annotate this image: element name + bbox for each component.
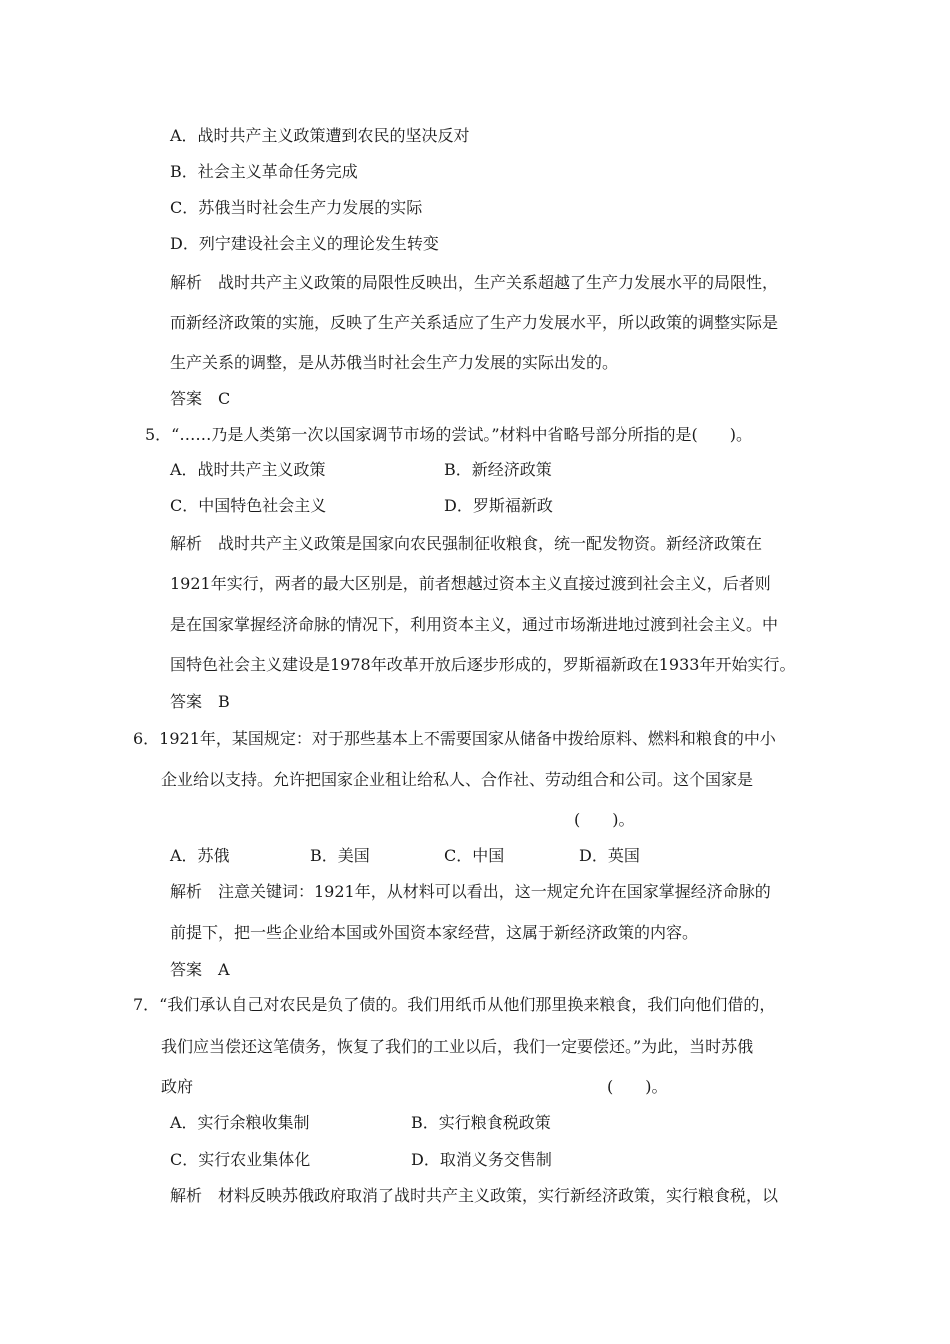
q7-option-b: B．实行粮食税政策 bbox=[411, 1113, 551, 1132]
q6-option-b: B．美国 bbox=[310, 846, 370, 865]
q4-analysis-line: 解析 战时共产主义政策的局限性反映出，生产关系超越了生产力发展水平的局限性， bbox=[170, 273, 779, 292]
q7-stem-line: 我们应当偿还这笔债务，恢复了我们的工业以后，我们一定要偿还。”为此，当时苏俄 bbox=[161, 1037, 754, 1056]
q6-option-a: A．苏俄 bbox=[170, 846, 230, 865]
q5-analysis-line: 是在国家掌握经济命脉的情况下，利用资本主义，通过市场渐进地过渡到社会主义。中 bbox=[170, 615, 779, 634]
q6-option-c: C．中国 bbox=[444, 846, 505, 865]
q6-answer: 答案 A bbox=[170, 960, 230, 979]
q4-option-c: C．苏俄当时社会生产力发展的实际 bbox=[170, 198, 423, 217]
q4-answer: 答案 C bbox=[170, 389, 231, 408]
q5-analysis-line: 国特色社会主义建设是1978年改革开放后逐步形成的，罗斯福新政在1933年开始实行。 bbox=[170, 655, 796, 674]
q5-analysis-line: 1921年实行，两者的最大区别是，前者想越过资本主义直接过渡到社会主义，后者则 bbox=[170, 574, 771, 593]
q6-stem-line: 企业给以支持。允许把国家企业租让给私人、合作社、劳动组合和公司。这个国家是 bbox=[161, 770, 754, 789]
q7-stem-line: 政府 bbox=[161, 1077, 194, 1096]
q5-stem: 5．“……乃是人类第一次以国家调节市场的尝试。”材料中省略号部分所指的是( )。 bbox=[145, 425, 753, 444]
q5-analysis-line: 解析 战时共产主义政策是国家向农民强制征收粮食，统一配发物资。新经济政策在 bbox=[170, 534, 763, 553]
q7-analysis-line: 解析 材料反映苏俄政府取消了战时共产主义政策，实行新经济政策，实行粮食税，以 bbox=[170, 1186, 779, 1205]
q7-option-a: A．实行余粮收集制 bbox=[170, 1113, 310, 1132]
q4-option-d: D．列宁建设社会主义的理论发生转变 bbox=[170, 234, 439, 253]
q4-analysis-line: 生产关系的调整，是从苏俄当时社会生产力发展的实际出发的。 bbox=[170, 353, 619, 372]
q5-answer: 答案 B bbox=[170, 692, 230, 711]
q6-analysis-line: 前提下，把一些企业给本国或外国资本家经营，这属于新经济政策的内容。 bbox=[170, 923, 699, 942]
q6-answer-blank: ( )。 bbox=[574, 810, 635, 829]
q6-stem-line: 6．1921年，某国规定：对于那些基本上不需要国家从储备中拨给原料、燃料和粮食的中小 bbox=[133, 729, 776, 748]
q7-option-c: C．实行农业集体化 bbox=[170, 1150, 311, 1169]
q7-stem-line: 7．“我们承认自己对农民是负了债的。我们用纸币从他们那里换来粮食，我们向他们借的， bbox=[133, 995, 776, 1014]
q6-analysis-line: 解析 注意关键词：1921年，从材料可以看出，这一规定允许在国家掌握经济命脉的 bbox=[170, 882, 771, 901]
q5-option-d: D．罗斯福新政 bbox=[444, 496, 553, 515]
q6-option-d: D．英国 bbox=[579, 846, 640, 865]
q5-option-b: B．新经济政策 bbox=[444, 460, 552, 479]
q5-option-c: C．中国特色社会主义 bbox=[170, 496, 327, 515]
q5-option-a: A．战时共产主义政策 bbox=[170, 460, 326, 479]
q4-analysis-line: 而新经济政策的实施，反映了生产关系适应了生产力发展水平，所以政策的调整实际是 bbox=[170, 313, 779, 332]
q7-answer-blank: ( )。 bbox=[607, 1077, 668, 1096]
q4-option-b: B．社会主义革命任务完成 bbox=[170, 162, 358, 181]
q4-option-a: A．战时共产主义政策遭到农民的坚决反对 bbox=[170, 126, 470, 145]
q7-option-d: D．取消义务交售制 bbox=[411, 1150, 552, 1169]
